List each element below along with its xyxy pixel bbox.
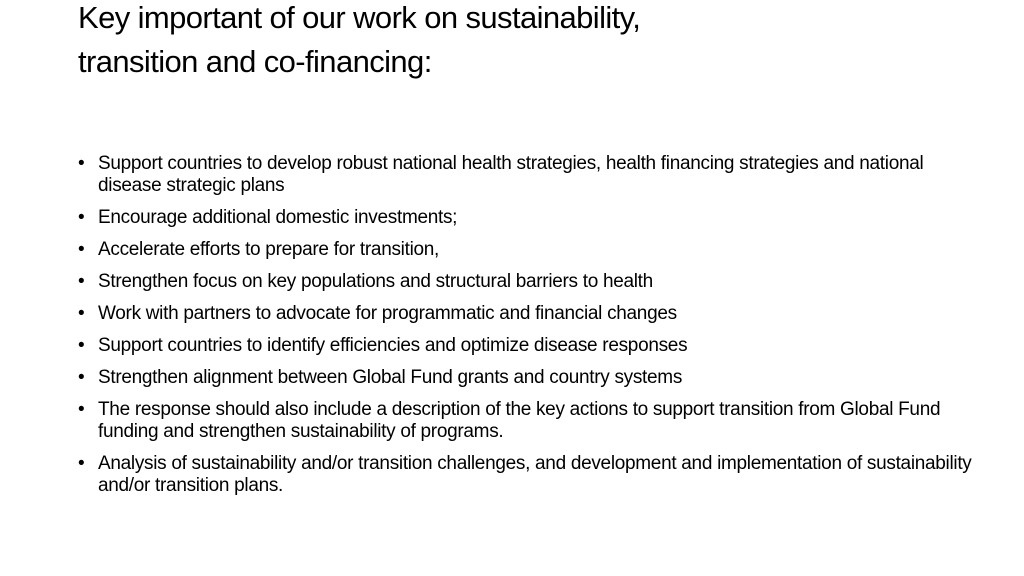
bullet-item bbox=[78, 207, 978, 229]
bullet-text: Accelerate efforts to prepare for transition, bbox=[98, 239, 439, 260]
bullet-item bbox=[78, 303, 978, 325]
bullet-item bbox=[78, 335, 978, 357]
bullet-item bbox=[78, 239, 978, 261]
bullet-item bbox=[78, 271, 978, 293]
bullet-marker: • bbox=[78, 303, 85, 324]
bullet-marker: • bbox=[78, 367, 85, 388]
bullet-text: Strengthen alignment between Global Fund grants and country systems bbox=[98, 367, 683, 388]
bullet-text: Analysis of sustainability and/or transition challenges, and development and implementation of sustainability and/or transition plans. bbox=[98, 453, 972, 496]
slide-title-line-2: transition and co-financing: bbox=[78, 44, 432, 79]
bullet-text: Encourage additional domestic investments; bbox=[98, 207, 458, 228]
bullet-item bbox=[78, 453, 978, 497]
bullet-item bbox=[78, 399, 978, 443]
bullet-marker: • bbox=[78, 207, 85, 228]
bullet-marker: • bbox=[78, 399, 85, 420]
slide-title bbox=[78, 0, 978, 84]
bullet-item bbox=[78, 153, 978, 197]
bullet-text: Work with partners to advocate for programmatic and financial changes bbox=[98, 303, 677, 324]
bullet-marker: • bbox=[78, 239, 85, 260]
bullet-text: The response should also include a description of the key actions to support transition from Global Fund funding and strengthen sustainability of programs. bbox=[98, 399, 941, 442]
slide-title-line-1: Key important of our work on sustainability, bbox=[78, 0, 641, 35]
bullet-text: Support countries to develop robust national health strategies, health financing strategies and national disease strategic plans bbox=[98, 153, 924, 196]
bullet-text: Strengthen focus on key populations and structural barriers to health bbox=[98, 271, 653, 292]
bullet-marker: • bbox=[78, 271, 85, 292]
bullet-list bbox=[78, 153, 978, 507]
bullet-text: Support countries to identify efficiencies and optimize disease responses bbox=[98, 335, 688, 356]
bullet-marker: • bbox=[78, 453, 85, 474]
bullet-marker: • bbox=[78, 335, 85, 356]
bullet-item bbox=[78, 367, 978, 389]
bullet-marker: • bbox=[78, 153, 85, 174]
